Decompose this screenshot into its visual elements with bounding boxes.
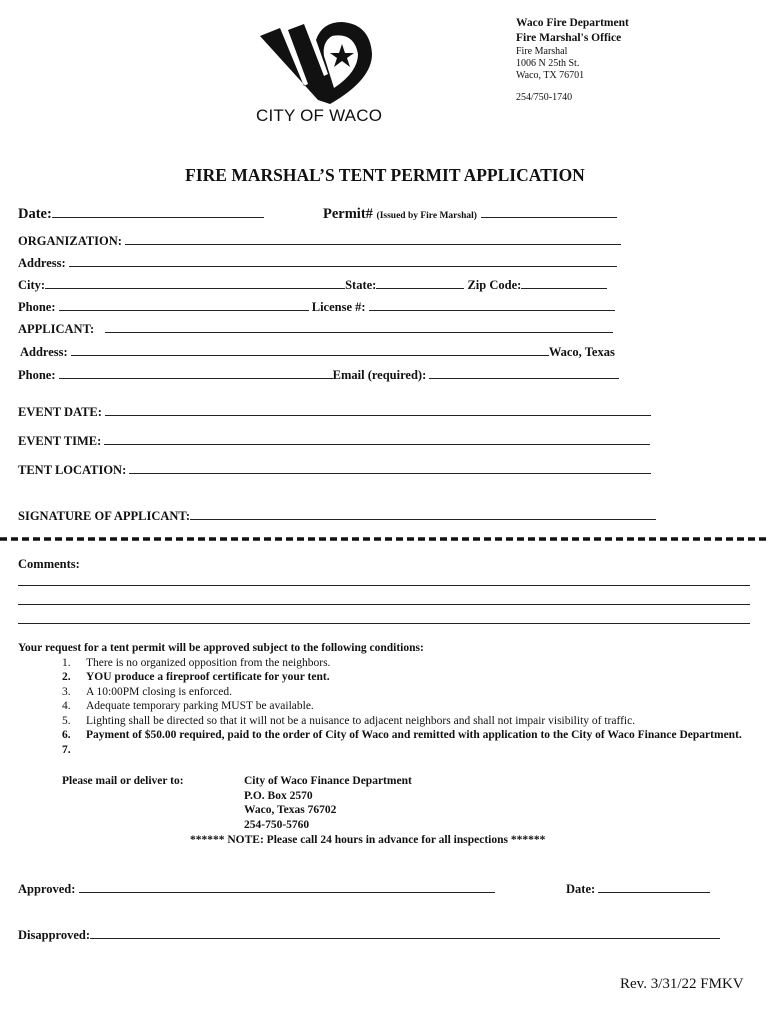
approved-field[interactable] (79, 880, 495, 893)
tent-location-label: TENT LOCATION: (18, 463, 127, 477)
city-row (18, 276, 607, 293)
condition-item (18, 685, 748, 700)
mail-address-block (244, 774, 412, 832)
condition-number: 1. (62, 656, 71, 669)
waco-w-star-icon (258, 18, 380, 106)
comments-label: Comments: (18, 557, 80, 571)
department-block (516, 16, 629, 104)
city-label: City: (18, 278, 46, 292)
applicant-row (18, 320, 613, 337)
condition-number: 6. (62, 729, 71, 741)
applicant-phone-field[interactable] (59, 366, 333, 379)
mail-line3: Waco, Texas 76702 (244, 804, 337, 816)
license-field[interactable] (369, 298, 615, 311)
state-label: State: (345, 278, 377, 292)
dashed-separator (0, 536, 770, 542)
mail-line4: 254-750-5760 (244, 818, 310, 831)
disapproved-row (18, 926, 720, 943)
permit-note: (Issued by Fire Marshal) (376, 211, 477, 221)
event-time-label: EVENT TIME: (18, 434, 102, 448)
condition-item (18, 728, 748, 743)
address-label: Address: (18, 256, 66, 270)
department-office: Fire Marshal's Office (516, 32, 622, 44)
condition-text: There is no organized opposition from the neighbors. (86, 656, 331, 669)
phone-row (18, 298, 615, 315)
inspection-note: ****** NOTE: Please call 24 hours in advance for all inspections ****** (190, 834, 546, 846)
signature-field[interactable] (190, 507, 656, 520)
address-field[interactable] (69, 254, 617, 267)
condition-number: 4. (62, 700, 71, 712)
conditions-section (18, 641, 748, 757)
mail-line1: City of Waco Finance Department (244, 775, 412, 787)
phone-field[interactable] (59, 298, 309, 311)
condition-number: 3. (62, 685, 71, 698)
approval-date-label: Date: (566, 882, 596, 896)
applicant-field[interactable] (105, 320, 613, 333)
applicant-phone-row (18, 366, 619, 383)
approved-label: Approved: (18, 882, 76, 896)
date-field[interactable] (52, 205, 264, 218)
approval-date-field[interactable] (598, 880, 710, 893)
condition-text: Payment of $50.00 required, paid to the order of City of Waco and remitted with application to the City of Waco Finance Department. (86, 729, 742, 741)
city-of-waco-logo (258, 18, 380, 106)
email-field[interactable] (429, 366, 619, 379)
logo-caption: CITY OF WACO (256, 106, 383, 125)
approval-date-row (566, 880, 710, 897)
tent-location-row (18, 461, 651, 478)
department-name: Waco Fire Department (516, 17, 629, 29)
license-label: License #: (311, 300, 366, 314)
revision-label: Rev. 3/31/22 FMKV (620, 976, 744, 992)
permit-row (323, 205, 617, 223)
condition-item (18, 670, 748, 685)
city-field[interactable] (45, 276, 345, 289)
approved-row (18, 880, 495, 897)
signature-label: SIGNATURE OF APPLICANT: (18, 509, 191, 523)
comment-line[interactable] (18, 623, 750, 624)
condition-item (18, 743, 748, 758)
condition-item (18, 699, 748, 714)
applicant-label: APPLICANT: (18, 322, 95, 336)
applicant-address-label: Address: (20, 345, 68, 359)
conditions-list (18, 656, 748, 758)
event-date-field[interactable] (105, 403, 651, 416)
waco-texas-label: Waco, Texas (548, 345, 615, 359)
date-row (18, 205, 264, 223)
zip-label: Zip Code: (467, 278, 522, 292)
zip-field[interactable] (521, 276, 607, 289)
condition-text: Lighting shall be directed so that it will not be a nuisance to adjacent neighbors and shall not impair visibility of traffic. (86, 714, 636, 727)
organization-label: ORGANIZATION: (18, 234, 122, 248)
comment-line[interactable] (18, 604, 750, 605)
condition-item (18, 656, 748, 671)
tent-location-field[interactable] (129, 461, 651, 474)
event-time-field[interactable] (104, 432, 650, 445)
department-line2: 1006 N 25th St. (516, 58, 580, 69)
organization-row (18, 232, 621, 249)
comment-line[interactable] (18, 585, 750, 586)
conditions-heading: Your request for a tent permit will be approved subject to the following conditions: (18, 642, 424, 654)
page-title: FIRE MARSHAL’S TENT PERMIT APPLICATION (185, 165, 585, 185)
email-label: Email (required): (332, 368, 427, 382)
state-field[interactable] (376, 276, 464, 289)
address-row (18, 254, 617, 271)
signature-row (18, 507, 656, 524)
applicant-phone-label: Phone: (18, 368, 56, 382)
disapproved-label: Disapproved: (18, 928, 91, 942)
event-date-row (18, 403, 651, 420)
applicant-address-field[interactable] (71, 343, 549, 356)
mail-line2: P.O. Box 2570 (244, 789, 313, 802)
applicant-address-row (20, 343, 615, 360)
department-line1: Fire Marshal (516, 46, 568, 57)
condition-text: Adequate temporary parking MUST be available. (86, 700, 314, 712)
department-phone: 254/750-1740 (516, 92, 573, 103)
event-time-row (18, 432, 650, 449)
permit-label: Permit# (323, 206, 373, 222)
condition-item (18, 714, 748, 729)
condition-number: 2. (62, 671, 71, 683)
condition-text: A 10:00PM closing is enforced. (86, 685, 232, 698)
disapproved-field[interactable] (90, 926, 720, 939)
phone-label: Phone: (18, 300, 56, 314)
date-label: Date: (18, 206, 52, 222)
mail-label: Please mail or deliver to: (62, 775, 184, 787)
department-line3: Waco, TX 76701 (516, 70, 585, 81)
event-date-label: EVENT DATE: (18, 405, 102, 419)
organization-field[interactable] (125, 232, 621, 245)
condition-number: 7. (62, 743, 71, 756)
permit-field[interactable] (481, 205, 617, 218)
condition-number: 5. (62, 714, 71, 727)
condition-text: YOU produce a fireproof certificate for your tent. (86, 671, 330, 683)
